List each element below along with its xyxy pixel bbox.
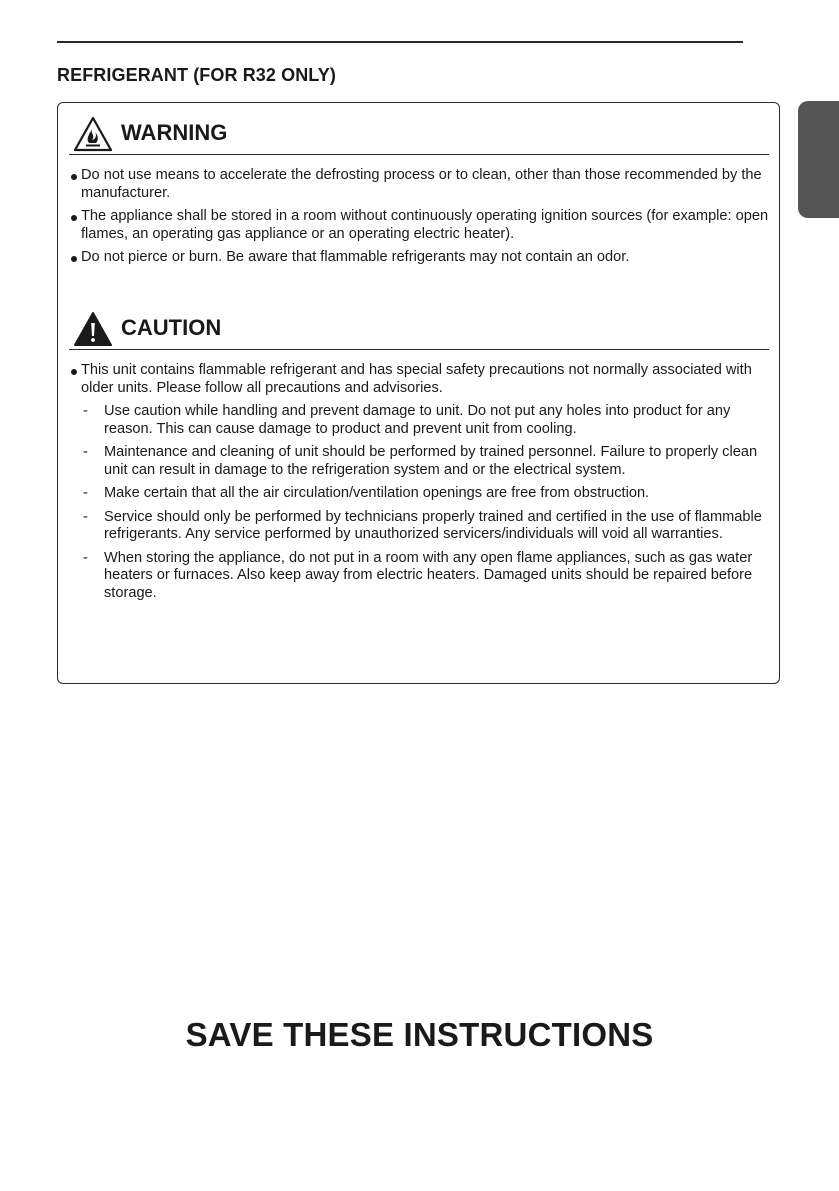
top-rule	[57, 41, 743, 43]
warning-list	[69, 167, 769, 267]
caution-item: - When storing the appliance, do not put in a room with any open flame appliances, such as gas water heaters or furnaces. Also keep away from electric heaters. Damaged units should be repaired before storage.	[81, 550, 769, 603]
save-instructions-title: SAVE THESE INSTRUCTIONS	[185, 1016, 654, 1053]
caution-intro: This unit contains flammable refrigerant and has special safety precautions not normally associated with older units. Please follow all precautions and advisories.	[69, 362, 769, 397]
flammable-warning-icon	[73, 116, 113, 152]
caution-header	[69, 305, 769, 350]
caution-item: - Service should only be performed by technicians properly trained and certified in the use of flammable refrigerants. Any service performed by unauthorized servicers/individuals will void all warranties.	[81, 509, 769, 544]
side-tab	[798, 101, 839, 218]
warning-item: Do not pierce or burn. Be aware that flammable refrigerants may not contain an odor.	[69, 249, 769, 267]
caution-item: - Maintenance and cleaning of unit should be performed by trained personnel. Failure to properly clean unit can result in damage to the refrigeration system and or the electrical system.	[81, 444, 769, 479]
caution-item: - Use caution while handling and prevent damage to unit. Do not put any holes into product for any reason. This can cause damage to product and prevent unit from cooling.	[81, 403, 769, 438]
warning-item: Do not use means to accelerate the defrosting process or to clean, other than those recommended by the manufacturer.	[69, 167, 769, 202]
caution-item: - Make certain that all the air circulation/ventilation openings are free from obstruction.	[81, 485, 769, 503]
caution-list	[69, 362, 769, 602]
warning-item: The appliance shall be stored in a room without continuously operating ignition sources (for example: open flames, an operating gas appliance or an operating electric heater).	[69, 208, 769, 243]
warning-block	[69, 110, 769, 273]
notice-box	[57, 102, 780, 684]
caution-block	[69, 305, 769, 608]
section-title: REFRIGERANT (FOR R32 ONLY)	[57, 65, 336, 85]
warning-header	[69, 110, 769, 155]
exclamation-warning-icon	[73, 311, 113, 347]
caution-label: CAUTION	[121, 315, 222, 340]
warning-label: WARNING	[121, 120, 228, 145]
